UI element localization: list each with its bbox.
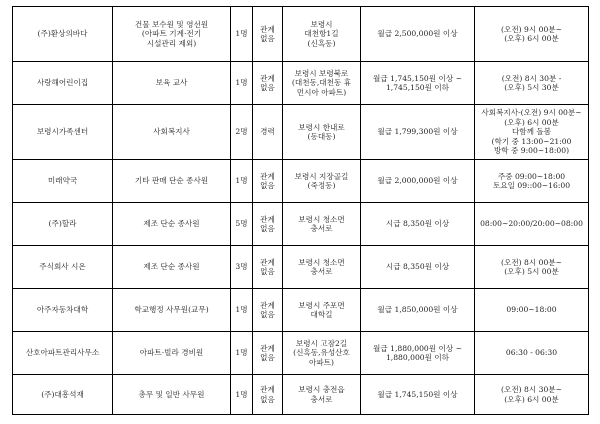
job-title-cell [113,332,231,375]
cell-line: 보령시 고잠2길 [295,338,348,348]
cell-line: 충서로 [310,267,333,276]
cell-line: 없음 [260,34,275,43]
cell-line: 대천항1길 [304,29,339,39]
cell-line: 대학길 [310,310,333,319]
cell-line: 관계 [260,300,275,310]
cell-line: 건물 보수원 및 영선원 [134,19,209,29]
location-cell [283,7,361,62]
cell-line: 없음 [260,394,275,404]
working-hours-cell [475,7,589,62]
table-row [13,105,589,160]
headcount-cell: 1명 [231,7,253,62]
cell-line: 1,745,150원 이하 [385,83,450,92]
cell-line: 없음 [260,353,275,362]
cell-line: 보령시 [310,19,333,29]
job-title-cell [113,62,231,105]
table-row [13,332,589,375]
cell-line: 보령시 지장골길 [294,171,349,181]
cell-line: 사회복지사-(오전) 9시 00분~ [481,108,582,118]
company-cell: (주)대흥석재 [13,375,113,415]
cell-line: 없음 [260,83,275,92]
cell-line: (오후) 6시 00분 [504,394,559,404]
company-cell: 주식회사 시온 [13,246,113,289]
pay-cell [361,203,475,246]
cell-line: (오전) 8시 30분~ [501,385,562,395]
experience-cell [253,62,283,105]
location-cell [283,332,361,375]
cell-line: 방학 중 9:00~18:00) [493,146,570,156]
company-cell: 미래약국 [13,160,113,203]
cell-line: 월급 2,000,000원 이상 [377,176,458,186]
cell-line: (오후) 6시 00분 [504,117,559,127]
cell-line: 없음 [260,181,275,190]
cell-line: 토요일 09::00~16:00 [492,181,571,190]
cell-line: 충서로 [310,224,333,233]
cell-line: 없음 [260,267,275,276]
job-title-cell [113,105,231,160]
cell-line: 보령시 충전읍 [298,385,345,395]
pay-cell [361,246,475,289]
location-cell [283,62,361,105]
cell-line: (동대동) [307,132,336,141]
working-hours-cell [475,160,589,203]
cell-line: 보육 교사 [155,78,188,88]
company-cell: (주)할라 [13,203,113,246]
headcount-cell: 1명 [231,289,253,332]
cell-line: 보령시 청소면 [298,214,345,224]
cell-line: 월급 1,745,150원 이상 ~ [373,73,462,83]
working-hours-cell [475,289,589,332]
job-title-cell [113,160,231,203]
experience-cell [253,289,283,332]
cell-line: 없음 [260,224,275,233]
cell-line: 1,880,000원 이하 [385,353,450,362]
cell-line: 아파트) [309,357,334,367]
job-title-cell [113,7,231,62]
cell-line: 총무 및 일반 사무원 [138,389,205,399]
cell-line: (대천동,대천동 휴 [291,78,352,88]
cell-line: 관계 [260,171,275,181]
cell-line: 관계 [260,24,275,34]
cell-line: 학교행정 사무원(교무) [134,305,209,315]
pay-cell [361,375,475,415]
working-hours-cell [475,62,589,105]
cell-line: 월급 2,500,000원 이상 [377,29,458,39]
table-row [13,7,589,62]
working-hours-cell [475,375,589,415]
location-cell [283,160,361,203]
cell-line: 월급 1,880,000원 이상 ~ [373,343,462,353]
cell-line: 주중 09:00~18:00 [497,171,566,181]
cell-line: 관계 [260,257,275,267]
experience-cell [253,332,283,375]
cell-line: 다함께 돌봄 [511,127,552,137]
cell-line: 시급 8,350원 이상 [385,262,450,272]
cell-line: 월급 1,799,300원 이상 [377,127,458,137]
cell-line: 경력 [260,127,275,137]
experience-cell [253,160,283,203]
table-body [13,7,589,415]
cell-line: (오전) 8시 00분~ [501,257,562,267]
cell-line: 아파트·빌라 경비원 [139,348,204,358]
cell-line: (오전) 8시 30분 - [501,73,562,83]
cell-line: 관계 [260,73,275,83]
pay-cell [361,62,475,105]
cell-line: (죽정동) [307,181,336,190]
cell-line: 보령시 주포면 [298,300,345,310]
experience-cell [253,105,283,160]
pay-cell [361,160,475,203]
working-hours-cell [475,105,589,160]
cell-line: 먼시아 아파트) [296,87,347,97]
experience-cell [253,7,283,62]
table-row [13,203,589,246]
location-cell [283,105,361,160]
cell-line: 06:30 - 06:30 [505,348,558,358]
table-row [13,62,589,105]
headcount-cell: 3명 [231,246,253,289]
cell-line: 월급 1,850,000원 이상 [377,305,458,315]
cell-line: 보령시 청소면 [298,257,345,267]
cell-line: (신흑동) [307,38,336,48]
cell-line: 08:00~20:00/20:00~08:00 [480,219,583,229]
cell-line: 보령시 한내로 [298,122,345,132]
cell-line: (오후) 5시 00분 [504,267,559,276]
working-hours-cell [475,203,589,246]
company-cell: 사랑해어린이집 [13,62,113,105]
working-hours-cell [475,246,589,289]
headcount-cell: 1명 [231,160,253,203]
headcount-cell: 1명 [231,375,253,415]
cell-line: 사회복지사 [153,127,190,137]
location-cell [283,246,361,289]
job-title-cell [113,375,231,415]
headcount-cell: 2명 [231,105,253,160]
company-cell: (주)환상의바다 [13,7,113,62]
headcount-cell: 1명 [231,332,253,375]
table-row [13,289,589,332]
cell-line: 시급 8,350원 이상 [385,219,450,229]
experience-cell [253,375,283,415]
company-cell: 아주자동차대학 [13,289,113,332]
cell-line: 시설관리 제외) [146,38,197,48]
cell-line: 관계 [260,214,275,224]
headcount-cell: 5명 [231,203,253,246]
cell-line: 제조 단순 종사원 [143,219,200,229]
pay-cell [361,332,475,375]
location-cell [283,289,361,332]
company-cell: 산호아파트관리사무소 [13,332,113,375]
cell-line: 기타 판매 단순 종사원 [134,176,209,186]
experience-cell [253,246,283,289]
table-row [13,246,589,289]
cell-line: 보령시 보령북로 [294,68,349,78]
job-listings-table [12,6,589,415]
pay-cell [361,7,475,62]
cell-line: (신흑동,유성산호 [293,348,350,358]
cell-line: (오후) 6시 00분 [504,34,559,43]
cell-line: (오전) 9시 00분~ [501,24,562,34]
job-title-cell [113,289,231,332]
company-cell: 보령시가족센터 [13,105,113,160]
cell-line: 충서로 [310,394,333,404]
location-cell [283,203,361,246]
cell-line: (오후) 5시 30분 [504,83,559,92]
cell-line: 관계 [260,385,275,395]
cell-line: 09:00~18:00 [506,305,557,315]
pay-cell [361,105,475,160]
cell-line: 없음 [260,310,275,319]
table-row [13,160,589,203]
job-title-cell [113,203,231,246]
cell-line: (아파트 기계·전기 [141,29,202,39]
cell-line: 제조 단순 종사원 [143,262,200,272]
experience-cell [253,203,283,246]
location-cell [283,375,361,415]
working-hours-cell [475,332,589,375]
table-row [13,375,589,415]
pay-cell [361,289,475,332]
cell-line: 관계 [260,343,275,353]
headcount-cell: 1명 [231,62,253,105]
job-title-cell [113,246,231,289]
cell-line: (학기 중 13:00~21:00 [491,136,572,146]
cell-line: 월급 1,745,150원 이상 [377,389,458,399]
